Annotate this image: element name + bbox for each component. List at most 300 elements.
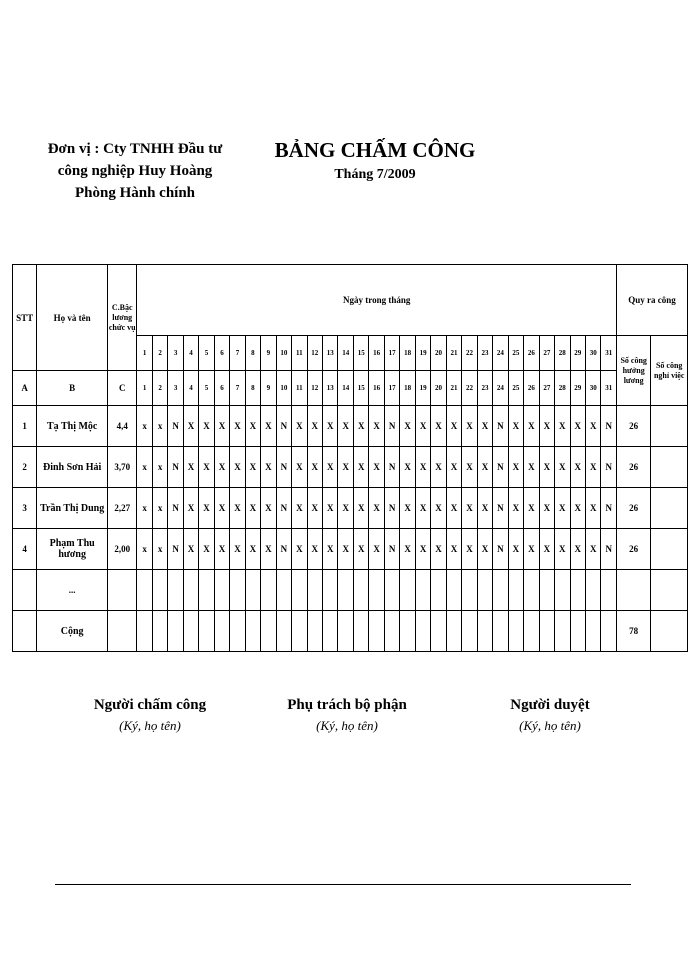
attendance-mark: N: [276, 447, 291, 488]
attendance-mark: N: [276, 529, 291, 570]
attendance-mark: X: [307, 406, 322, 447]
empty-cell: [524, 570, 539, 611]
attendance-table: [12, 264, 688, 652]
day-number: 5: [199, 371, 214, 406]
empty-cell: [539, 570, 554, 611]
attendance-mark: X: [183, 406, 198, 447]
attendance-mark: X: [323, 488, 338, 529]
attendance-mark: X: [307, 488, 322, 529]
empty-cell: [338, 611, 353, 652]
attendance-mark: X: [585, 406, 600, 447]
attendance-mark: X: [245, 406, 260, 447]
day-number: 20: [431, 336, 446, 371]
day-number: 28: [555, 371, 570, 406]
day-number: 5: [199, 336, 214, 371]
attendance-mark: N: [493, 406, 508, 447]
header-row: [13, 265, 688, 336]
employee-grade: 4,4: [108, 406, 137, 447]
attendance-mark: N: [168, 529, 183, 570]
day-number: 4: [183, 336, 198, 371]
empty-cell: [493, 611, 508, 652]
empty-cell: [108, 611, 137, 652]
employee-paid-days: 26: [616, 447, 650, 488]
empty-cell: [152, 570, 167, 611]
day-number: 24: [493, 371, 508, 406]
attendance-mark: X: [245, 529, 260, 570]
empty-cell: [323, 611, 338, 652]
attendance-mark: X: [307, 529, 322, 570]
attendance-mark: X: [292, 406, 307, 447]
empty-cell: [108, 570, 137, 611]
employee-stt: 4: [13, 529, 37, 570]
code-b: B: [37, 371, 108, 406]
attendance-mark: X: [508, 488, 523, 529]
day-number: 2: [152, 336, 167, 371]
empty-cell: [292, 570, 307, 611]
attendance-mark: X: [462, 529, 477, 570]
signature-note: (Ký, họ tên): [519, 718, 581, 733]
empty-cell: [261, 611, 276, 652]
attendance-mark: N: [276, 406, 291, 447]
signature-note: (Ký, họ tên): [316, 718, 378, 733]
day-number: 7: [230, 336, 245, 371]
attendance-mark: N: [168, 447, 183, 488]
empty-cell: [446, 611, 461, 652]
attendance-mark: X: [199, 488, 214, 529]
attendance-mark: X: [539, 488, 554, 529]
employee-leave-days: [651, 447, 688, 488]
empty-cell: [555, 570, 570, 611]
empty-cell: [168, 570, 183, 611]
day-number: 27: [539, 336, 554, 371]
empty-cell: [369, 611, 384, 652]
attendance-mark: x: [152, 406, 167, 447]
header-paid-days: Số công hưởng lương: [616, 336, 650, 406]
day-number: 31: [601, 371, 617, 406]
total-row: [13, 611, 688, 652]
day-number: 26: [524, 336, 539, 371]
empty-cell: [137, 611, 152, 652]
empty-cell: [555, 611, 570, 652]
empty-cell: [477, 570, 492, 611]
total-paid-days: 78: [616, 611, 650, 652]
day-number: 29: [570, 371, 585, 406]
day-number: 3: [168, 336, 183, 371]
empty-cell: [585, 570, 600, 611]
attendance-mark: X: [183, 488, 198, 529]
day-number: 13: [323, 371, 338, 406]
empty-cell: [601, 611, 617, 652]
day-number: 12: [307, 371, 322, 406]
employee-stt: 2: [13, 447, 37, 488]
employee-row: [13, 488, 688, 529]
attendance-mark: X: [555, 529, 570, 570]
attendance-mark: X: [570, 406, 585, 447]
ellipsis: ...: [37, 570, 108, 611]
attendance-mark: X: [230, 488, 245, 529]
total-label: Cộng: [37, 611, 108, 652]
code-a: A: [13, 371, 37, 406]
attendance-mark: X: [353, 406, 368, 447]
employee-name: Đinh Sơn Hải: [37, 447, 108, 488]
empty-cell: [13, 611, 37, 652]
empty-cell: [601, 570, 617, 611]
empty-cell: [524, 611, 539, 652]
header-grade: C.Bậc lương chức vụ: [108, 265, 137, 371]
attendance-table-body: [13, 265, 688, 652]
empty-cell: [384, 570, 399, 611]
day-number: 25: [508, 336, 523, 371]
empty-cell: [570, 611, 585, 652]
empty-cell: [261, 570, 276, 611]
attendance-mark: X: [199, 529, 214, 570]
attendance-mark: X: [585, 488, 600, 529]
attendance-mark: X: [400, 406, 415, 447]
empty-cell: [616, 570, 650, 611]
empty-cell: [137, 570, 152, 611]
day-number: 7: [230, 371, 245, 406]
attendance-mark: X: [477, 406, 492, 447]
attendance-mark: X: [245, 488, 260, 529]
document-title: BẢNG CHẤM CÔNG: [274, 138, 476, 162]
attendance-mark: X: [369, 447, 384, 488]
attendance-mark: X: [400, 529, 415, 570]
empty-cell: [477, 611, 492, 652]
attendance-mark: X: [353, 447, 368, 488]
attendance-mark: X: [446, 406, 461, 447]
employee-name: Phạm Thu hương: [37, 529, 108, 570]
attendance-mark: X: [230, 406, 245, 447]
day-number: 29: [570, 336, 585, 371]
employee-stt: 1: [13, 406, 37, 447]
empty-cell: [539, 611, 554, 652]
empty-cell: [508, 570, 523, 611]
empty-cell: [400, 570, 415, 611]
empty-cell: [323, 570, 338, 611]
day-number: 20: [431, 371, 446, 406]
attendance-mark: X: [462, 406, 477, 447]
day-number: 30: [585, 336, 600, 371]
attendance-mark: X: [199, 406, 214, 447]
day-number: 13: [323, 336, 338, 371]
attendance-mark: X: [431, 406, 446, 447]
day-number: 9: [261, 336, 276, 371]
empty-cell: [276, 611, 291, 652]
signature-title: Người duyệt: [510, 697, 590, 713]
employee-leave-days: [651, 488, 688, 529]
day-number: 14: [338, 336, 353, 371]
employee-row: [13, 529, 688, 570]
empty-cell: [384, 611, 399, 652]
attendance-mark: N: [493, 529, 508, 570]
day-number: 8: [245, 371, 260, 406]
employee-paid-days: 26: [616, 529, 650, 570]
day-number: 19: [415, 336, 430, 371]
attendance-mark: X: [415, 447, 430, 488]
attendance-mark: X: [415, 488, 430, 529]
empty-cell: [245, 570, 260, 611]
empty-cell: [307, 611, 322, 652]
attendance-mark: X: [508, 529, 523, 570]
attendance-mark: X: [261, 529, 276, 570]
signature-title: Phụ trách bộ phận: [287, 697, 407, 713]
empty-cell: [462, 611, 477, 652]
empty-cell: [13, 570, 37, 611]
attendance-mark: X: [462, 488, 477, 529]
attendance-mark: N: [601, 406, 617, 447]
attendance-mark: X: [261, 406, 276, 447]
attendance-mark: X: [214, 488, 229, 529]
day-number: 15: [353, 371, 368, 406]
attendance-mark: x: [137, 529, 152, 570]
attendance-mark: X: [477, 529, 492, 570]
attendance-mark: X: [477, 488, 492, 529]
empty-cell: [183, 570, 198, 611]
day-number: 4: [183, 371, 198, 406]
attendance-mark: X: [415, 529, 430, 570]
attendance-mark: X: [353, 529, 368, 570]
day-number: 2: [152, 371, 167, 406]
empty-cell: [338, 570, 353, 611]
header-days: Ngày trong tháng: [137, 265, 617, 336]
employee-row: [13, 406, 688, 447]
signature-title: Người chấm công: [93, 697, 207, 713]
code-c: C: [108, 371, 137, 406]
day-number: 1: [137, 371, 152, 406]
attendance-mark: X: [508, 447, 523, 488]
attendance-mark: X: [183, 529, 198, 570]
attendance-mark: X: [431, 529, 446, 570]
day-number: 3: [168, 371, 183, 406]
attendance-mark: X: [524, 406, 539, 447]
day-number: 1: [137, 336, 152, 371]
day-number: 17: [384, 371, 399, 406]
attendance-mark: X: [323, 406, 338, 447]
attendance-mark: N: [276, 488, 291, 529]
attendance-mark: N: [168, 488, 183, 529]
day-number: 30: [585, 371, 600, 406]
unit-line-1: Đơn vị : Cty TNHH Đầu tư: [47, 141, 223, 157]
attendance-mark: X: [524, 529, 539, 570]
empty-cell: [462, 570, 477, 611]
day-number: 26: [524, 371, 539, 406]
empty-cell: [353, 570, 368, 611]
attendance-mark: x: [137, 406, 152, 447]
attendance-mark: X: [338, 447, 353, 488]
attendance-mark: X: [230, 529, 245, 570]
attendance-mark: X: [338, 488, 353, 529]
empty-cell: [493, 570, 508, 611]
empty-cell: [214, 611, 229, 652]
unit-line-3: Phòng Hành chính: [74, 185, 196, 201]
attendance-mark: N: [384, 447, 399, 488]
empty-cell: [369, 570, 384, 611]
empty-cell: [400, 611, 415, 652]
attendance-mark: X: [570, 488, 585, 529]
empty-cell: [415, 570, 430, 611]
attendance-mark: X: [214, 529, 229, 570]
employee-paid-days: 26: [616, 488, 650, 529]
attendance-mark: X: [369, 529, 384, 570]
employee-leave-days: [651, 406, 688, 447]
empty-cell: [353, 611, 368, 652]
attendance-mark: X: [539, 447, 554, 488]
attendance-mark: X: [183, 447, 198, 488]
empty-cell: [230, 611, 245, 652]
attendance-mark: X: [199, 447, 214, 488]
attendance-mark: X: [369, 406, 384, 447]
day-number: 24: [493, 336, 508, 371]
code-row: [13, 371, 688, 406]
attendance-mark: N: [601, 529, 617, 570]
day-number: 10: [276, 371, 291, 406]
employee-grade: 2,27: [108, 488, 137, 529]
empty-cell: [570, 570, 585, 611]
day-number: 17: [384, 336, 399, 371]
header-leave-days: Số công nghỉ việc: [651, 336, 688, 406]
attendance-mark: N: [384, 529, 399, 570]
header-name: Họ và tên: [37, 265, 108, 371]
attendance-mark: X: [415, 406, 430, 447]
attendance-mark: X: [400, 447, 415, 488]
attendance-mark: X: [570, 447, 585, 488]
day-number: 12: [307, 336, 322, 371]
attendance-mark: X: [570, 529, 585, 570]
attendance-mark: x: [137, 488, 152, 529]
attendance-mark: X: [353, 488, 368, 529]
empty-cell: [245, 611, 260, 652]
day-number: 14: [338, 371, 353, 406]
document-title-block: [270, 135, 480, 185]
attendance-mark: X: [230, 447, 245, 488]
employee-stt: 3: [13, 488, 37, 529]
attendance-mark: X: [508, 406, 523, 447]
day-number: 19: [415, 371, 430, 406]
empty-cell: [183, 611, 198, 652]
attendance-mark: X: [555, 488, 570, 529]
employee-name: Tạ Thị Mộc: [37, 406, 108, 447]
attendance-mark: N: [493, 447, 508, 488]
attendance-mark: X: [338, 406, 353, 447]
attendance-mark: X: [307, 447, 322, 488]
empty-cell: [230, 570, 245, 611]
attendance-mark: X: [446, 447, 461, 488]
attendance-mark: x: [152, 447, 167, 488]
attendance-mark: X: [369, 488, 384, 529]
attendance-mark: N: [601, 488, 617, 529]
attendance-mark: X: [323, 447, 338, 488]
employee-name: Trần Thị Dung: [37, 488, 108, 529]
day-number: 28: [555, 336, 570, 371]
day-number: 6: [214, 371, 229, 406]
empty-cell: [292, 611, 307, 652]
attendance-mark: X: [292, 447, 307, 488]
empty-cell: [415, 611, 430, 652]
day-number: 9: [261, 371, 276, 406]
signature-block-approver: [450, 694, 650, 736]
attendance-mark: X: [292, 529, 307, 570]
day-number: 31: [601, 336, 617, 371]
empty-cell: [431, 570, 446, 611]
empty-cell: [431, 611, 446, 652]
empty-cell: [199, 611, 214, 652]
attendance-mark: X: [214, 406, 229, 447]
attendance-mark: X: [338, 529, 353, 570]
attendance-mark: N: [601, 447, 617, 488]
empty-cell: [585, 611, 600, 652]
day-number: 16: [369, 336, 384, 371]
employee-grade: 2,00: [108, 529, 137, 570]
footer-rule: [55, 884, 631, 885]
attendance-mark: X: [446, 529, 461, 570]
employee-row: [13, 447, 688, 488]
attendance-mark: X: [431, 488, 446, 529]
signature-block-timekeeper: [50, 694, 250, 736]
ellipsis-row: [13, 570, 688, 611]
day-number: 18: [400, 371, 415, 406]
day-number: 8: [245, 336, 260, 371]
empty-cell: [214, 570, 229, 611]
empty-cell: [651, 611, 688, 652]
unit-line-2: công nghiệp Huy Hoàng: [57, 163, 213, 179]
day-number: 22: [462, 336, 477, 371]
day-number: 22: [462, 371, 477, 406]
empty-cell: [168, 611, 183, 652]
day-number: 10: [276, 336, 291, 371]
empty-cell: [446, 570, 461, 611]
day-number: 15: [353, 336, 368, 371]
empty-cell: [276, 570, 291, 611]
empty-cell: [199, 570, 214, 611]
attendance-mark: X: [245, 447, 260, 488]
day-number: 21: [446, 336, 461, 371]
signature-note: (Ký, họ tên): [119, 718, 181, 733]
day-number: 11: [292, 336, 307, 371]
attendance-mark: X: [261, 488, 276, 529]
employee-leave-days: [651, 529, 688, 570]
attendance-mark: X: [462, 447, 477, 488]
attendance-mark: X: [446, 488, 461, 529]
employee-paid-days: 26: [616, 406, 650, 447]
document-month: Tháng 7/2009: [334, 167, 416, 182]
day-number: 16: [369, 371, 384, 406]
attendance-mark: X: [585, 447, 600, 488]
attendance-mark: N: [384, 488, 399, 529]
attendance-mark: X: [539, 406, 554, 447]
attendance-mark: X: [555, 447, 570, 488]
attendance-mark: X: [323, 529, 338, 570]
day-number: 21: [446, 371, 461, 406]
attendance-mark: X: [292, 488, 307, 529]
empty-cell: [508, 611, 523, 652]
day-number: 6: [214, 336, 229, 371]
signature-block-department-head: [247, 694, 447, 736]
unit-info: [40, 138, 230, 204]
attendance-mark: X: [524, 447, 539, 488]
attendance-mark: X: [261, 447, 276, 488]
attendance-mark: X: [524, 488, 539, 529]
attendance-mark: x: [152, 488, 167, 529]
day-number: 23: [477, 336, 492, 371]
attendance-mark: N: [493, 488, 508, 529]
empty-cell: [307, 570, 322, 611]
header-quy-ra-cong: Quy ra công: [616, 265, 687, 336]
day-number: 11: [292, 371, 307, 406]
attendance-mark: X: [214, 447, 229, 488]
day-number: 25: [508, 371, 523, 406]
header-stt: STT: [13, 265, 37, 371]
attendance-mark: N: [384, 406, 399, 447]
